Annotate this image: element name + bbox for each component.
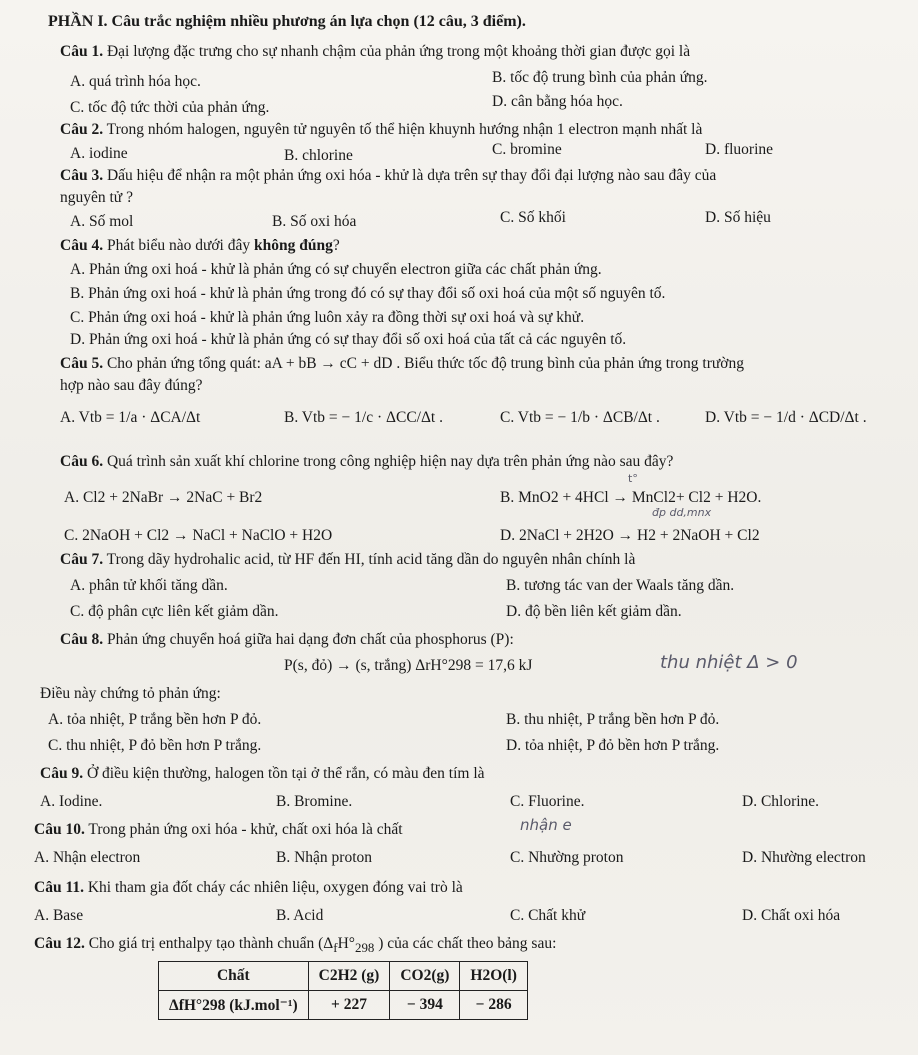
q10-handwritten-note: nhận e <box>520 816 572 834</box>
q7-option-b[interactable]: B. tương tác van der Waals tăng dần. <box>506 577 735 594</box>
table-row-label: ΔfH°298 (kJ.mol⁻¹) <box>159 991 309 1020</box>
q6-stem: Câu 6. Quá trình sản xuất khí chlorine trong công nghiệp hiện nay dựa trên phản ứng nào sau đây? <box>60 453 674 470</box>
q8-handwritten-note: thu nhiệt Δ > 0 <box>660 652 798 673</box>
table-cell: + 227 <box>308 991 390 1020</box>
q9-stem: Câu 9. Ở điều kiện thường, halogen tồn tại ở thể rắn, có màu đen tím là <box>40 765 485 782</box>
q7-stem: Câu 7. Trong dãy hydrohalic acid, từ HF đến HI, tính acid tăng dần do nguyên nhân chính là <box>60 551 636 568</box>
q10-option-c[interactable]: C. Nhường proton <box>510 849 624 866</box>
q2-stem: Câu 2. Trong nhóm halogen, nguyên tử nguyên tố thể hiện khuynh hướng nhận 1 electron mạnh nhất là <box>60 121 703 138</box>
q9-option-c[interactable]: C. Fluorine. <box>510 793 585 810</box>
q5-option-b[interactable]: B. Vtb = − 1/c · ΔCC/Δt . <box>284 409 443 426</box>
q8-option-a[interactable]: A. tỏa nhiệt, P trắng bền hơn P đỏ. <box>48 711 262 728</box>
q5-stem: Câu 5. Cho phản ứng tổng quát: aA + bB → cC + dD . Biểu thức tốc độ trung bình của phản ứng trong trường <box>60 355 744 372</box>
q7-option-c[interactable]: C. độ phân cực liên kết giảm dần. <box>70 603 279 620</box>
enthalpy-table <box>158 961 528 1020</box>
table-header-cell: H2O(l) <box>460 962 528 991</box>
q11-option-c[interactable]: C. Chất khử <box>510 907 586 924</box>
table-header-cell: Chất <box>159 962 309 991</box>
q5-option-d[interactable]: D. Vtb = − 1/d · ΔCD/Δt . <box>705 409 867 426</box>
q12-stem: Câu 12. Cho giá trị enthalpy tạo thành chuẩn ($\Delta_fH^\circ_{298}$ ) của các chất theo bảng sau: <box>34 935 557 956</box>
q6-option-d[interactable]: D. 2NaCl + 2H2O → H2 + 2NaOH + Cl2 <box>500 527 760 544</box>
table-header-row <box>159 962 528 991</box>
q8-equation: P(s, đỏ) → (s, trắng) ΔrH°298 = 17,6 kJ <box>284 657 533 674</box>
table-row <box>159 991 528 1020</box>
q8-option-c[interactable]: C. thu nhiệt, P đỏ bền hơn P trắng. <box>48 737 262 754</box>
q11-stem: Câu 11. Khi tham gia đốt cháy các nhiên liệu, oxygen đóng vai trò là <box>34 879 463 896</box>
q9-option-b[interactable]: B. Bromine. <box>276 793 353 810</box>
q4-option-c[interactable]: C. Phản ứng oxi hoá - khử là phản ứng luôn xảy ra đồng thời sự oxi hoá và sự khử. <box>70 309 585 326</box>
q2-option-b[interactable]: B. chlorine <box>284 147 353 164</box>
q3-option-d[interactable]: D. Số hiệu <box>705 209 771 226</box>
q5-option-a[interactable]: A. Vtb = 1/a · ΔCA/Δt <box>60 409 201 426</box>
table-cell: − 286 <box>460 991 528 1020</box>
q3-stem: Câu 3. Dấu hiệu để nhận ra một phản ứng oxi hóa - khử là dựa trên sự thay đổi đại lượng nào sau đây của <box>60 167 717 184</box>
q11-option-a[interactable]: A. Base <box>34 907 84 924</box>
q2-option-c[interactable]: C. bromine <box>492 141 562 158</box>
table-header-cell: CO2(g) <box>390 962 460 991</box>
q9-option-d[interactable]: D. Chlorine. <box>742 793 820 810</box>
q5-stem-cont: hợp nào sau đây đúng? <box>60 377 203 394</box>
q6-b-condition: t° <box>628 472 638 485</box>
q8-stem: Câu 8. Phản ứng chuyển hoá giữa hai dạng đơn chất của phosphorus (P): <box>60 631 514 648</box>
section-title: PHẦN I. Câu trắc nghiệm nhiều phương án lựa chọn (12 câu, 3 điểm). <box>48 13 526 30</box>
q10-option-b[interactable]: B. Nhận proton <box>276 849 373 866</box>
q3-stem-cont: nguyên tử ? <box>60 189 133 206</box>
q11-option-b[interactable]: B. Acid <box>276 907 324 924</box>
q2-option-a[interactable]: A. iodine <box>70 145 128 162</box>
q1-option-c[interactable]: C. tốc độ tức thời của phản ứng. <box>70 99 270 116</box>
q6-option-a[interactable]: A. Cl2 + 2NaBr → 2NaC + Br2 <box>64 489 263 506</box>
q4-stem: Câu 4. Phát biểu nào dưới đây không đúng? <box>60 237 340 254</box>
q4-option-b[interactable]: B. Phản ứng oxi hoá - khử là phản ứng trong đó có sự thay đổi số oxi hoá của một số nguyên tố. <box>70 285 666 302</box>
q3-option-c[interactable]: C. Số khối <box>500 209 566 226</box>
q4-option-d[interactable]: D. Phản ứng oxi hoá - khử là phản ứng có sự thay đổi số oxi hoá của tất cả các nguyên tố. <box>70 331 627 348</box>
table-cell: − 394 <box>390 991 460 1020</box>
table-header-cell: C2H2 (g) <box>308 962 390 991</box>
q3-option-a[interactable]: A. Số mol <box>70 213 134 230</box>
q2-option-d[interactable]: D. fluorine <box>705 141 774 158</box>
q4-option-a[interactable]: A. Phản ứng oxi hoá - khử là phản ứng có sự chuyển electron giữa các chất phản ứng. <box>70 261 602 278</box>
q10-stem: Câu 10. Trong phản ứng oxi hóa - khử, chất oxi hóa là chất <box>34 821 403 838</box>
q8-lead: Điều này chứng tỏ phản ứng: <box>40 685 221 702</box>
q3-option-b[interactable]: B. Số oxi hóa <box>272 213 357 230</box>
q6-option-b[interactable]: B. MnO2 + 4HCl → MnCl2+ Cl2 + H2O. <box>500 489 762 506</box>
q1-option-b[interactable]: B. tốc độ trung bình của phản ứng. <box>492 69 708 86</box>
q10-option-d[interactable]: D. Nhường electron <box>742 849 866 866</box>
q8-option-b[interactable]: B. thu nhiệt, P trắng bền hơn P đỏ. <box>506 711 720 728</box>
q6-option-c[interactable]: C. 2NaOH + Cl2 → NaCl + NaClO + H2O <box>64 527 333 544</box>
q7-option-d[interactable]: D. độ bền liên kết giảm dần. <box>506 603 682 620</box>
q10-option-a[interactable]: A. Nhận electron <box>34 849 141 866</box>
q7-option-a[interactable]: A. phân tử khối tăng dần. <box>70 577 228 594</box>
q11-option-d[interactable]: D. Chất oxi hóa <box>742 907 841 924</box>
q6-d-condition: đp dd,mnx <box>652 506 712 519</box>
q1-option-a[interactable]: A. quá trình hóa học. <box>70 73 201 90</box>
q8-option-d[interactable]: D. tỏa nhiệt, P đỏ bền hơn P trắng. <box>506 737 720 754</box>
q9-option-a[interactable]: A. Iodine. <box>40 793 103 810</box>
q5-option-c[interactable]: C. Vtb = − 1/b · ΔCB/Δt . <box>500 409 660 426</box>
q1-option-d[interactable]: D. cân bằng hóa học. <box>492 93 623 110</box>
q1-stem: Câu 1. Đại lượng đặc trưng cho sự nhanh chậm của phản ứng trong một khoảng thời gian được gọi là <box>60 43 691 60</box>
